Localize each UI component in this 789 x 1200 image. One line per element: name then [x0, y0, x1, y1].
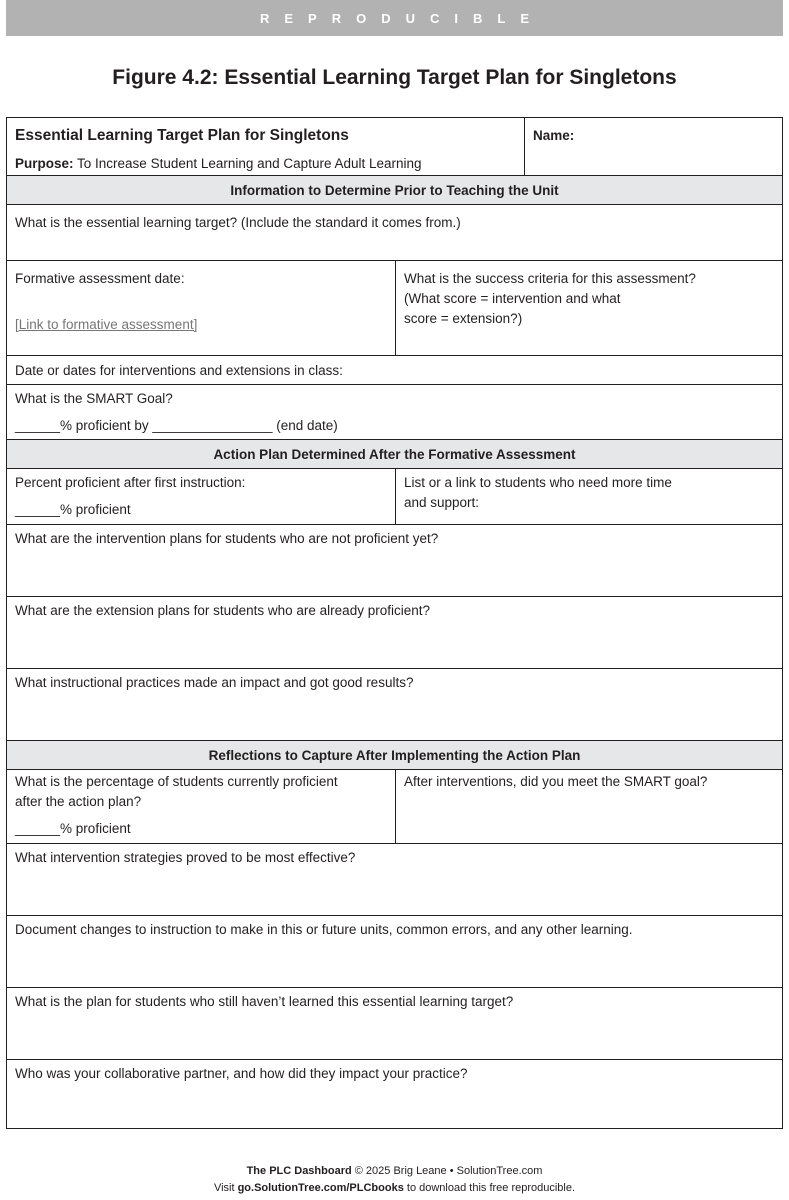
section-header-action-plan: Action Plan Determined After the Formative Assessment	[7, 439, 782, 468]
row-extension-plans[interactable]	[7, 596, 782, 668]
footer-copyright	[0, 1165, 789, 1177]
reproducible-banner: REPRODUCIBLE	[6, 0, 783, 36]
row-instruction-changes[interactable]	[7, 915, 782, 987]
figure-title: Figure 4.2: Essential Learning Target Plan for Singletons	[112, 66, 677, 89]
row-students-still-learning[interactable]	[7, 987, 782, 1059]
smart-goal-met-prompt: After interventions, did you meet the SMART goal?	[404, 774, 708, 789]
intervention-plans-prompt: What are the intervention plans for students who are not proficient yet?	[15, 531, 439, 546]
row-instructional-practices[interactable]	[7, 668, 782, 740]
learning-target-prompt: What is the essential learning target? (Include the standard it comes from.)	[15, 215, 461, 230]
current-proficiency-line-2: after the action plan?	[15, 794, 142, 809]
row-intervention-dates[interactable]	[7, 355, 782, 384]
students-list-line-2: and support:	[404, 495, 480, 510]
instructional-practices-prompt: What instructional practices made an impact and got good results?	[15, 675, 414, 690]
percent-first-cell[interactable]	[7, 469, 395, 524]
smart-goal-prompt: What is the SMART Goal?	[15, 391, 173, 406]
footer-download-text: to download this free reproducible.	[403, 1182, 576, 1194]
plan-form	[6, 117, 783, 1129]
purpose-label: Purpose:	[15, 156, 74, 171]
effective-strategies-prompt: What intervention strategies proved to be most effective?	[15, 850, 356, 865]
success-criteria-line-2: (What score = intervention and what	[404, 291, 621, 306]
row-collaborative-partner[interactable]	[7, 1059, 782, 1129]
row-effective-strategies[interactable]	[7, 843, 782, 915]
name-cell[interactable]	[524, 118, 782, 175]
row-current-proficiency	[7, 769, 782, 843]
footer-copyright-text: © 2025 Brig Leane • SolutionTree.com	[351, 1165, 543, 1177]
formative-assessment-link[interactable]: [Link to formative assessment]	[15, 317, 198, 332]
success-criteria-line-3: score = extension?)	[404, 311, 523, 326]
form-title: Essential Learning Target Plan for Singletons	[15, 127, 349, 144]
current-proficiency-line-1: What is the percentage of students currently proficient	[15, 774, 338, 789]
current-proficiency-fill: ______% proficient	[15, 821, 131, 836]
row-intervention-plans[interactable]	[7, 524, 782, 596]
instruction-changes-prompt: Document changes to instruction to make in this or future units, common errors, and any other learning.	[15, 922, 633, 937]
success-criteria-line-1: What is the success criteria for this assessment?	[404, 271, 696, 286]
footer-book-title: The PLC Dashboard	[246, 1165, 352, 1177]
success-criteria-cell[interactable]	[395, 261, 782, 355]
row-learning-target[interactable]	[7, 204, 782, 260]
footer-url-link[interactable]: go.SolutionTree.com/PLCbooks	[237, 1182, 404, 1194]
intervention-dates-prompt: Date or dates for interventions and extensions in class:	[15, 363, 343, 378]
row-assessment	[7, 260, 782, 355]
students-still-learning-prompt: What is the plan for students who still haven’t learned this essential learning target?	[15, 994, 514, 1009]
form-header-row	[7, 118, 782, 175]
form-title-cell	[7, 118, 524, 175]
assessment-date-cell[interactable]	[7, 261, 395, 355]
smart-goal-met-cell[interactable]	[395, 770, 782, 843]
collaborative-partner-prompt: Who was your collaborative partner, and how did they impact your practice?	[15, 1066, 468, 1081]
assessment-date-prompt: Formative assessment date:	[15, 271, 185, 286]
row-first-instruction	[7, 468, 782, 524]
smart-goal-cell	[7, 385, 782, 439]
footer-visit-text: Visit	[213, 1182, 238, 1194]
students-list-line-1: List or a link to students who need more time	[404, 475, 672, 490]
purpose-text: To Increase Student Learning and Capture Adult Learning	[77, 156, 422, 171]
name-label: Name:	[533, 128, 575, 143]
row-smart-goal[interactable]	[7, 384, 782, 439]
current-proficiency-cell[interactable]	[7, 770, 395, 843]
smart-goal-fill: ______% proficient by ________________ (end date)	[15, 418, 338, 433]
section-header-prior: Information to Determine Prior to Teaching the Unit	[7, 175, 782, 204]
footer-visit	[0, 1182, 789, 1194]
students-list-cell[interactable]	[395, 469, 782, 524]
percent-first-fill: ______% proficient	[15, 502, 131, 517]
percent-first-prompt: Percent proficient after first instruction:	[15, 475, 246, 490]
section-header-reflections: Reflections to Capture After Implementing the Action Plan	[7, 740, 782, 769]
purpose-line	[15, 154, 516, 174]
extension-plans-prompt: What are the extension plans for students who are already proficient?	[15, 603, 430, 618]
